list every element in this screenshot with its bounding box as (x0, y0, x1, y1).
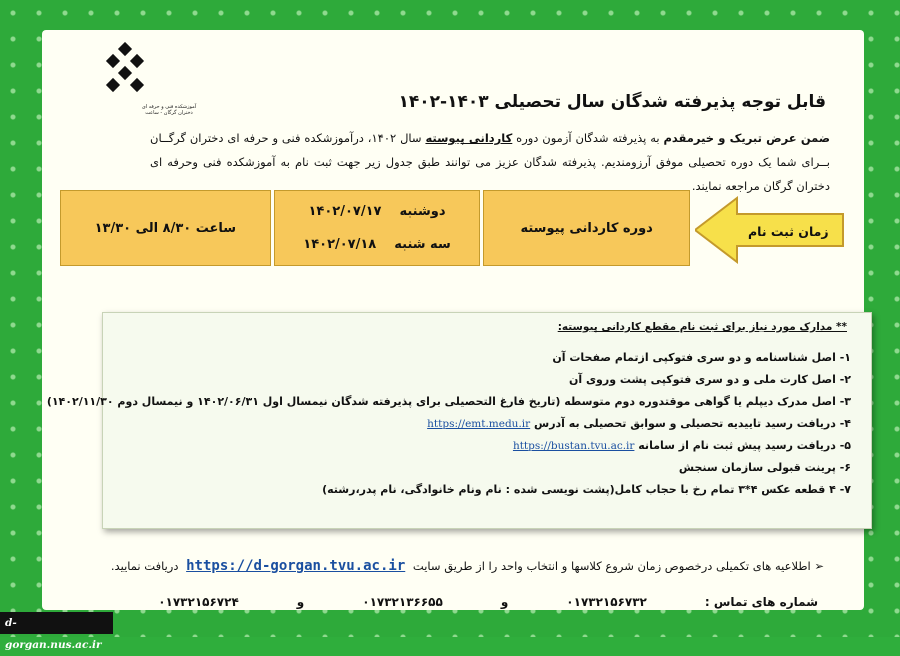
list-item: ۱- اصل شناسنامه و دو سری فتوکپی ازتمام صفحات آن (552, 351, 851, 364)
info-prefix: ➢ اطلاعیه های تکمیلی درخصوص زمان شروع کلاسها و انتخاب واحد را از طریق سایت (412, 559, 824, 573)
date-value: ۱۴۰۲/۰۷/۱۷ (308, 204, 382, 219)
date-value: ۱۴۰۲/۰۷/۱۸ (303, 237, 377, 252)
notice-paper (42, 30, 864, 610)
conjunction: و (296, 595, 305, 609)
list-item: ۶- پرینت قبولی سازمان سنجش (678, 461, 851, 474)
intro-rest: سال ۱۴۰۲، درآموزشکده فنی و حرفه ای دختران گرگــان بــرای شما یک دوره تحصیلی موفق آرزومندیم. (150, 131, 830, 169)
registration-time-label: زمان ثبت نام (748, 224, 829, 239)
intro-instructions: پذیرفته شدگان عزیز می توانند طبق جدول زیر جهت ثبت نام به آموزشکده فنی وحرفه ای دختران گرگان مراجعه نمایند. (150, 155, 830, 193)
footer-domain: d-gorgan.nus.ac.ir (0, 612, 113, 634)
site-link[interactable]: https://d-gorgan.tvu.ac.ir (186, 558, 406, 574)
date-row (303, 237, 450, 252)
logo-caption: آموزشکده فنی و حرفه ای دختران گرگان - ساعت (141, 104, 197, 116)
bustan-link[interactable]: https://bustan.tvu.ac.ir (512, 440, 635, 452)
day-label: دوشنبه (399, 204, 446, 219)
contact-line (158, 595, 818, 609)
list-item-text: ۴- دریافت رسید تاییدیه تحصیلی و سوابق تحصیلی به آدرس (534, 417, 851, 430)
greeting-text: ضمن عرض تبریک و خیرمقدم (663, 131, 830, 145)
documents-box (46, 312, 872, 529)
phone-number: ۰۱۷۳۲۱۵۶۷۲۴ (158, 595, 239, 609)
time-cell: ساعت ۸/۳۰ الی ۱۳/۳۰ (60, 190, 271, 266)
conjunction: و (500, 595, 509, 609)
info-suffix: دریافت نمایید. (110, 559, 179, 573)
list-item: ۲- اصل کارت ملی و دو سری فتوکپی پشت وروی آن (568, 373, 851, 386)
phone-number: ۰۱۷۳۲۱۳۶۶۵۵ (362, 595, 443, 609)
contact-label: شماره های تماس : (704, 595, 818, 609)
list-item (131, 435, 851, 457)
date-row (308, 204, 445, 219)
registration-schedule (60, 190, 690, 266)
phone-number: ۰۱۷۳۲۱۵۶۷۳۲ (566, 595, 647, 609)
page-title: قابل توجه پذیرفته شدگان سال تحصیلی ۱۴۰۳-۱۴۰۲ (398, 92, 826, 112)
course-highlight: کاردانی پیوسته (425, 131, 513, 145)
intro-paragraph (150, 126, 830, 198)
list-item: ۳- اصل مدرک دیپلم یا گواهی موقتدوره دوم متوسطه (تاریخ فارغ التحصیلی برای پذیرفته شدگان نیمسال اول ۱۴۰۲/۰۶/۳۱ و نیمسال دوم ۱۴۰۲/۱۱/۳۰) (46, 395, 851, 408)
course-cell: دوره کاردانی پیوسته (483, 190, 690, 266)
dates-cell (274, 190, 481, 266)
day-label: سه شنبه (394, 237, 451, 252)
emt-link[interactable]: https://emt.medu.ir (427, 418, 531, 430)
intro-mid: به پذیرفته شدگان آزمون دوره (512, 131, 664, 145)
documents-title: ** مدارک مورد نیاز برای ثبت نام مقطع کاردانی پیوسته: (557, 321, 847, 333)
info-line (111, 558, 824, 574)
documents-list (46, 347, 851, 501)
list-item: ۷- ۴ قطعه عکس ۴*۳ تمام رخ با حجاب کامل(پشت نویسی شده : نام ونام خانوادگی، نام پدر،رشته) (322, 483, 851, 496)
institute-logo (100, 42, 150, 100)
list-item (131, 413, 851, 435)
list-item-text: ۵- دریافت رسید پیش ثبت نام از سامانه (638, 439, 851, 452)
